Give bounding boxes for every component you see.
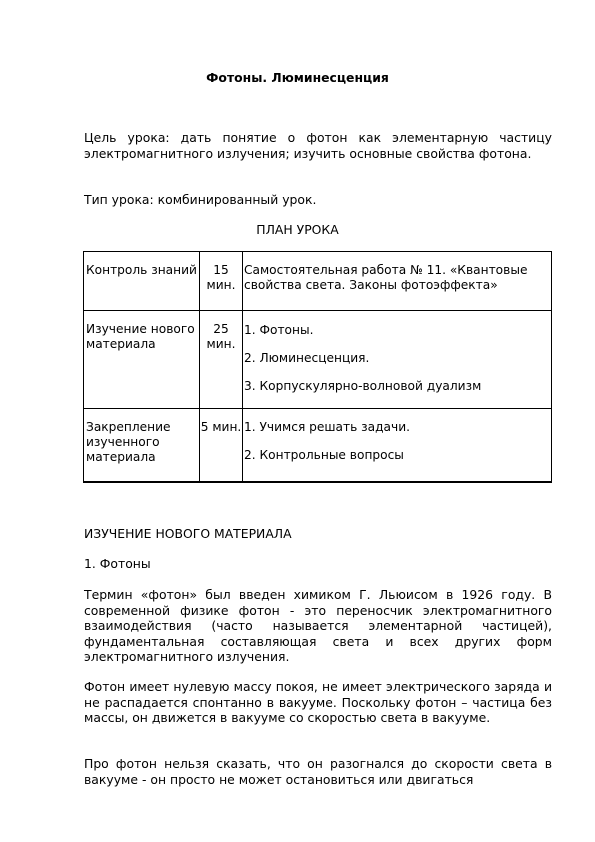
plan-stage-cell <box>84 409 200 483</box>
plan-item: 2. Контрольные вопросы <box>244 448 404 462</box>
lesson-plan-table <box>83 251 552 483</box>
plan-stage-cell <box>84 252 200 311</box>
plan-time: 5 мин. <box>200 420 242 434</box>
lesson-goal: Цель урока: дать понятие о фотон как элементарную частицу электромагнитного излучения; изучить основные свойства фотона. <box>84 130 552 161</box>
paragraph: Про фотон нельзя сказать, что он разогнался до скорости света в вакууме - он просто не может остановиться или двигаться <box>84 756 552 787</box>
table-row <box>84 409 552 483</box>
plan-stage: Контроль знаний <box>86 263 197 277</box>
document-title: Фотоны. Люминесценция <box>206 70 389 85</box>
plan-title: ПЛАН УРОКА <box>256 222 339 237</box>
plan-time-cell <box>200 252 243 311</box>
plan-time-cell <box>200 409 243 483</box>
subsection-title: 1. Фотоны <box>84 556 151 571</box>
plan-stage: Закрепление изученного материала <box>86 420 171 464</box>
lesson-type: Тип урока: комбинированный урок. <box>84 192 317 207</box>
plan-item: 1. Учимся решать задачи. <box>244 420 411 434</box>
paragraph: Фотон имеет нулевую массу покоя, не имеет электрического заряда и не распадается спонтанно в вакууме. Поскольку фотон – частица без массы, он движется в вакууме со скоростью света в вакууме. <box>84 679 552 725</box>
table-row <box>84 311 552 409</box>
plan-item: Самостоятельная работа № 11. «Квантовые свойства света. Законы фотоэффекта» <box>244 263 528 292</box>
plan-item: 1. Фотоны. <box>244 323 314 337</box>
plan-item: 3. Корпускулярно-волновой дуализм <box>244 379 482 393</box>
table-row <box>84 252 552 311</box>
plan-item: 2. Люминесценция. <box>244 351 370 365</box>
plan-time: 15 мин. <box>206 263 236 292</box>
plan-stage-cell <box>84 311 200 409</box>
plan-items-cell <box>243 252 552 311</box>
section-title: ИЗУЧЕНИЕ НОВОГО МАТЕРИАЛА <box>84 526 292 541</box>
plan-time-cell <box>200 311 243 409</box>
plan-stage: Изучение нового материала <box>86 322 195 351</box>
plan-items-cell <box>243 409 552 483</box>
plan-items-cell <box>243 311 552 409</box>
paragraph: Термин «фотон» был введен химиком Г. Льюисом в 1926 году. В современной физике фотон - это переносчик электромагнитного взаимодействия (часто называется элементарной частицей), фундаментальная составляющая света и всех других форм электромагнитного излучения. <box>84 587 552 664</box>
plan-time: 25 мин. <box>206 322 236 351</box>
